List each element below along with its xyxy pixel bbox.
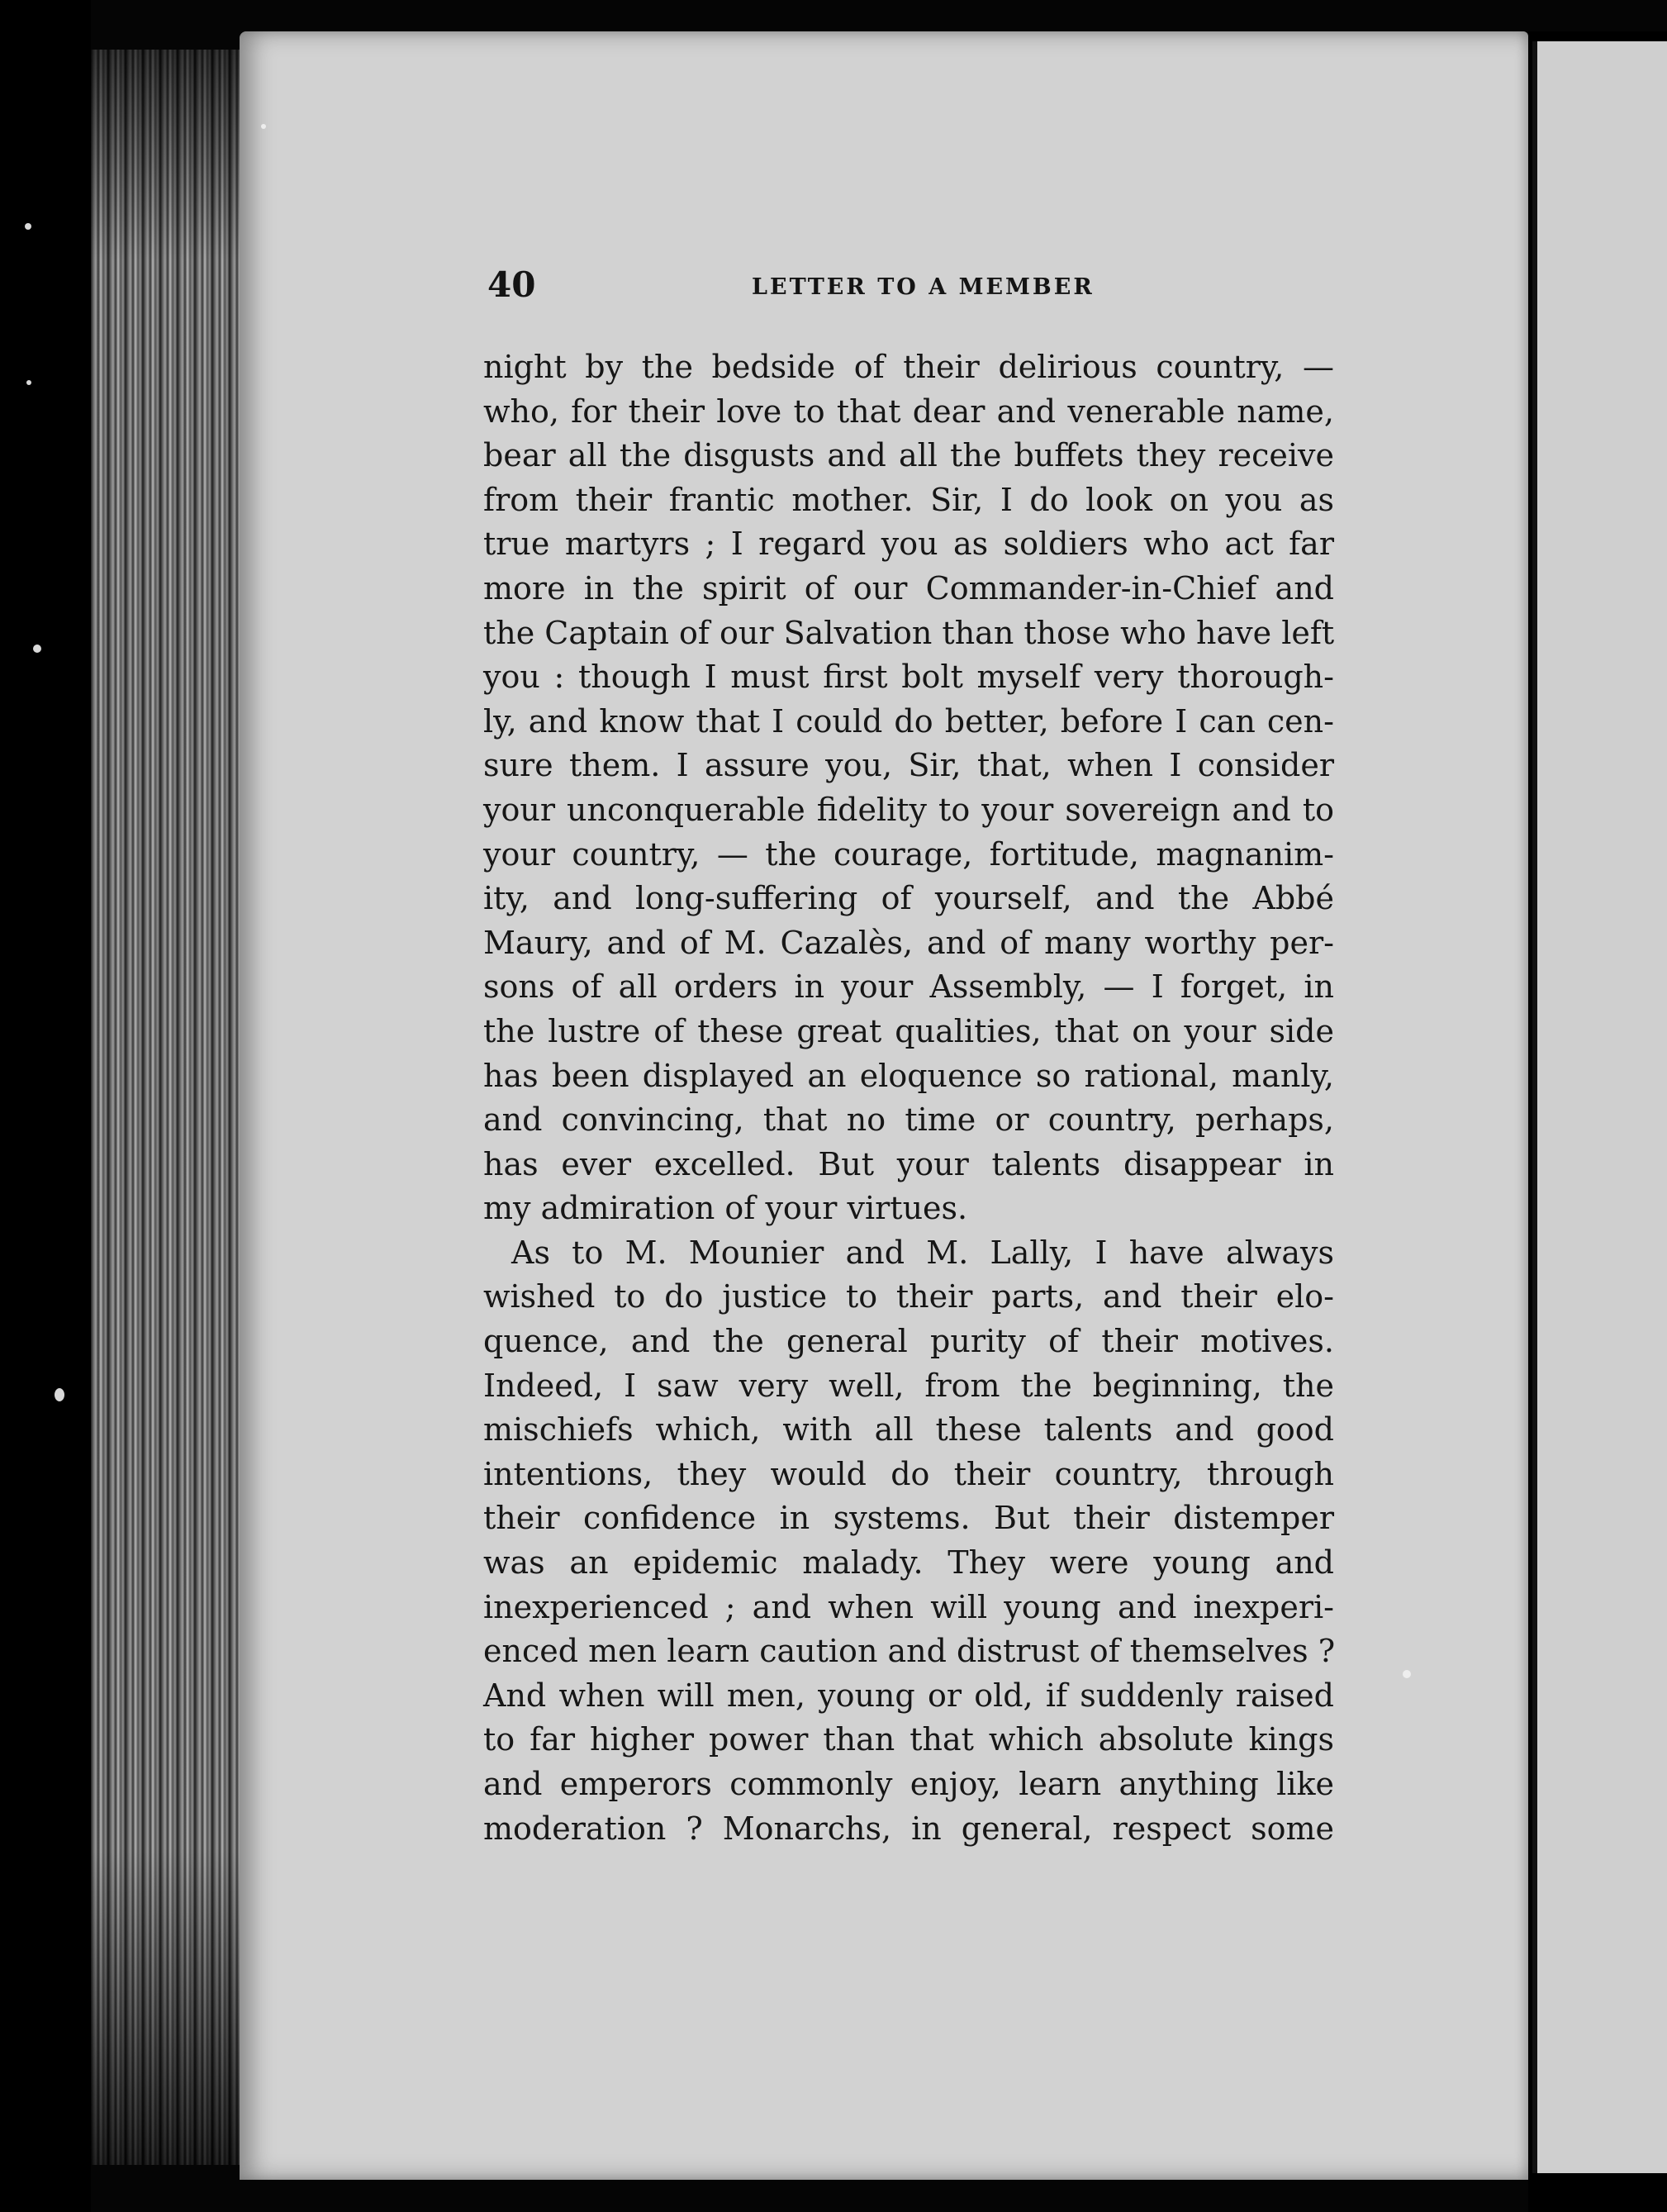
scan-speck (261, 124, 266, 129)
text-line: true martyrs ; I regard you as soldiers who act far (483, 526, 1334, 563)
text-line: sure them. I assure you, Sir, that, when I consider (483, 747, 1334, 784)
scan-speck (25, 223, 31, 230)
text-line: bear all the disgusts and all the buffets they receive (483, 437, 1334, 474)
text-line: night by the bedside of their delirious country, — (483, 349, 1334, 385)
scan-speck (33, 645, 41, 653)
text-line: moderation ? Monarchs, in general, respect some (483, 1810, 1334, 1847)
text-line: and convincing, that no time or country, perhaps, (483, 1101, 1334, 1139)
text-line: intentions, they would do their country, through (483, 1455, 1334, 1492)
text-line: wished to do justice to their parts, and their elo- (483, 1278, 1334, 1315)
text-line: your unconquerable fidelity to your sovereign and to (483, 791, 1334, 828)
scan-speck (55, 1388, 64, 1401)
text-line: from their frantic mother. Sir, I do look on you as (483, 481, 1334, 518)
text-line: my admiration of your virtues. (483, 1190, 968, 1227)
scan-speck (1403, 1670, 1411, 1678)
text-line: you : though I must first bolt myself very thorough- (483, 659, 1334, 696)
paragraph-start-line: As to M. Mounier and M. Lally, I have always (511, 1234, 1334, 1271)
text-line: has been displayed an eloquence so rational, manly, (483, 1057, 1334, 1094)
text-line: the lustre of these great qualities, that on your side (483, 1012, 1334, 1049)
text-line: to far higher power than that which absolute kings (483, 1721, 1334, 1758)
text-line: enced men learn caution and distrust of themselves ? (483, 1633, 1336, 1670)
text-line: has ever excelled. But your talents disappear in (483, 1145, 1334, 1182)
scan-speck (26, 380, 31, 385)
text-line: and emperors commonly enjoy, learn anything like (483, 1766, 1334, 1802)
text-line: inexperienced ; and when will young and inexperi- (483, 1588, 1334, 1625)
text-line: And when will men, young or old, if suddenly raised (483, 1677, 1334, 1714)
text-line: your country, — the courage, fortitude, magnanim- (483, 835, 1334, 873)
body-text (483, 345, 1334, 1851)
text-line: Indeed, I saw very well, from the beginning, the (483, 1367, 1334, 1404)
running-head: LETTER TO A MEMBER (752, 274, 1095, 300)
page-header (487, 264, 1338, 314)
text-line: Maury, and of M. Cazalès, and of many worthy per- (483, 924, 1334, 961)
text-line: more in the spirit of our Commander-in-Chief and (483, 569, 1334, 607)
text-line: the Captain of our Salvation than those who have left (483, 614, 1335, 651)
left-gutter (0, 0, 91, 2212)
text-line: who, for their love to that dear and venerable name, (483, 392, 1334, 430)
text-line: was an epidemic malady. They were young and (483, 1544, 1334, 1582)
text-line: their confidence in systems. But their distemper (483, 1500, 1334, 1537)
text-line: ity, and long-suffering of yourself, and the Abbé (483, 880, 1334, 917)
text-line: quence, and the general purity of their motives. (483, 1323, 1334, 1360)
text-line: ly, and know that I could do better, before I can cen- (483, 702, 1334, 740)
text-line: mischiefs which, with all these talents and good (483, 1411, 1334, 1449)
page-edges (91, 50, 240, 2165)
facing-page-edge (1532, 41, 1667, 2173)
text-line: sons of all orders in your Assembly, — I forget, in (483, 968, 1334, 1006)
page-number: 40 (487, 264, 536, 305)
